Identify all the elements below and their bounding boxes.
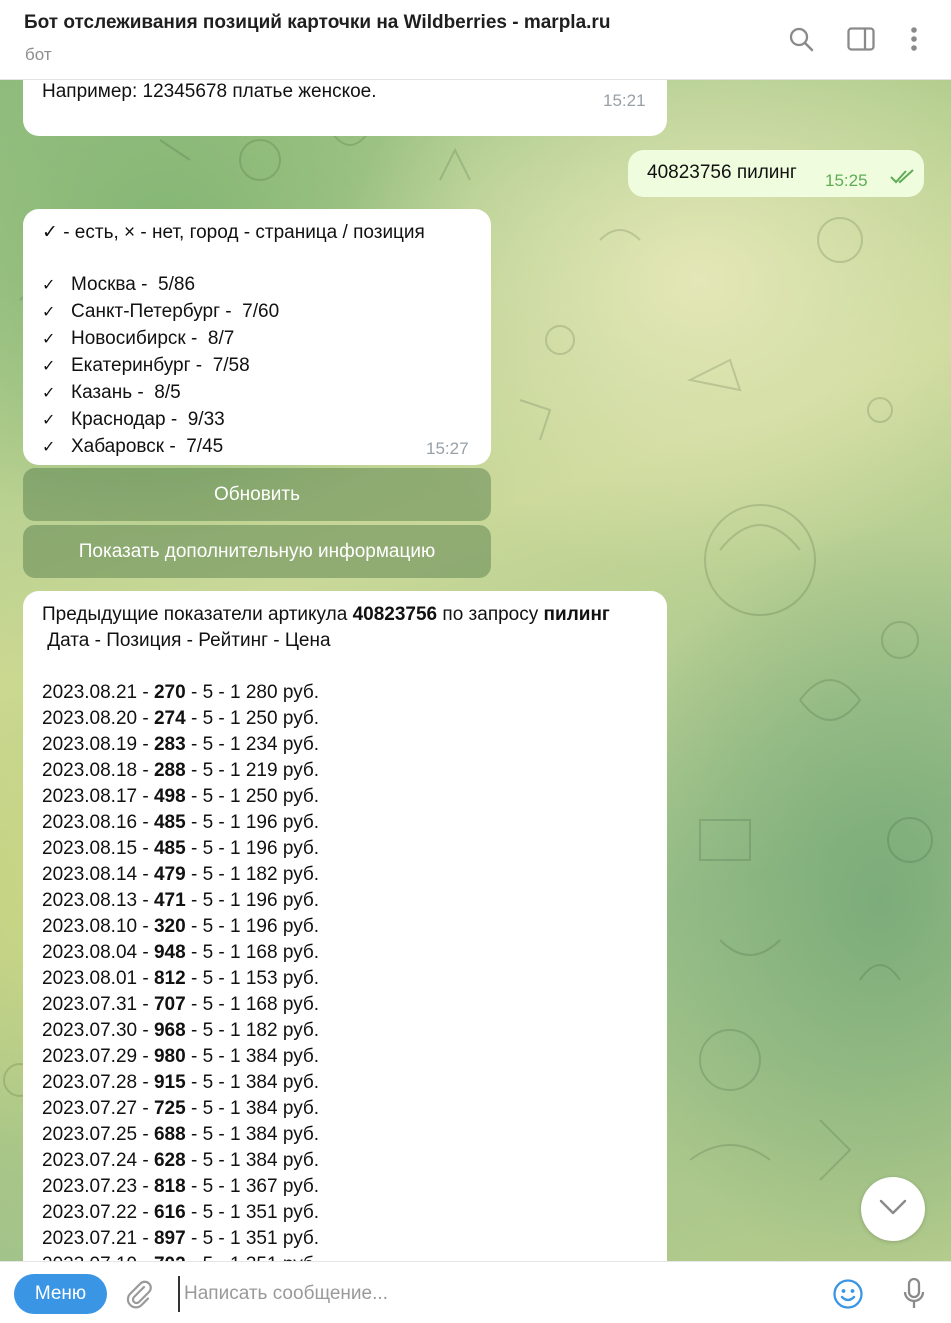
history-separator: - [137,1176,154,1197]
history-date: 2023.08.21 [42,682,138,703]
history-date: 2023.08.17 [42,786,138,807]
history-date: 2023.07.25 [42,1124,138,1145]
message-input[interactable] [178,1276,808,1312]
message-text: Например: 12345678 платье женское. [42,81,377,102]
history-separator: - [137,890,154,911]
history-rating-price: - 5 - 1 250 руб. [185,708,320,729]
message-time: 15:25 [825,171,868,190]
history-position: 725 [153,1098,186,1119]
attach-icon[interactable] [121,1276,157,1312]
city-position: Новосибирск - 8/7 [71,328,235,349]
message-history[interactable] [23,591,667,1291]
history-date: 2023.08.16 [42,812,138,833]
history-separator: - [137,1202,154,1223]
history-rating-price: - 5 - 1 168 руб. [185,994,320,1015]
history-position: 616 [153,1202,186,1223]
message-time: 15:21 [603,91,646,110]
history-date: 2023.08.19 [42,734,138,755]
double-check-icon [890,167,916,193]
history-separator: - [137,1228,154,1249]
history-position: 471 [153,890,186,911]
history-date: 2023.08.14 [42,864,138,885]
check-mark: ✓ [42,331,56,348]
history-row [42,888,319,914]
history-position: 968 [153,1020,186,1041]
city-position: Москва - 5/86 [71,274,196,295]
history-separator: - [137,1124,154,1145]
menu-button[interactable]: Меню [14,1274,107,1314]
history-query: пилинг [543,604,610,625]
history-position: 915 [153,1072,186,1093]
history-position: 897 [153,1228,186,1249]
history-position: 688 [153,1124,186,1145]
history-date: 2023.08.20 [42,708,138,729]
history-row [42,862,319,888]
history-rating-price: - 5 - 1 234 руб. [185,734,320,755]
history-date: 2023.07.24 [42,1150,138,1171]
check-mark: ✓ [42,385,56,402]
history-rating-price: - 5 - 1 219 руб. [185,760,320,781]
history-intro-prefix: Предыдущие показатели артикула [42,604,353,625]
history-rating-price: - 5 - 1 384 руб. [185,1098,320,1119]
city-row [42,272,279,299]
chat-subtitle: бот [25,45,52,64]
chat-header [0,0,951,80]
history-position: 707 [153,994,186,1015]
chevron-down-icon [878,1198,908,1221]
message-text: 40823756 пилинг [647,162,797,183]
history-row [42,758,319,784]
history-row [42,706,319,732]
history-article: 40823756 [352,604,438,625]
history-position: 498 [153,786,186,807]
emoji-icon[interactable] [830,1276,866,1312]
history-row [42,940,319,966]
history-date: 2023.07.30 [42,1020,138,1041]
history-rating-price: - 5 - 1 367 руб. [185,1176,320,1197]
history-row [42,732,319,758]
chat-area[interactable] [0,80,951,1261]
history-row [42,1018,319,1044]
city-position: Краснодар - 9/33 [71,409,225,430]
history-position: 980 [153,1046,186,1067]
history-rating-price: - 5 - 1 168 руб. [185,942,320,963]
history-row [42,914,319,940]
history-separator: - [137,708,154,729]
history-date: 2023.08.01 [42,968,138,989]
history-position: 818 [153,1176,186,1197]
history-columns: Дата - Позиция - Рейтинг - Цена [42,630,331,651]
history-row [42,1174,319,1200]
history-row [42,784,319,810]
history-date: 2023.08.10 [42,916,138,937]
history-separator: - [137,1020,154,1041]
history-separator: - [137,1150,154,1171]
history-separator: - [137,786,154,807]
history-row [42,1200,319,1226]
more-info-button[interactable]: Показать дополнительную информацию [23,525,491,578]
history-rating-price: - 5 - 1 250 руб. [185,786,320,807]
history-position: 628 [153,1150,186,1171]
history-row [42,992,319,1018]
history-date: 2023.07.29 [42,1046,138,1067]
history-row [42,1044,319,1070]
check-mark: ✓ [42,412,56,429]
history-row [42,836,319,862]
city-position: Санкт-Петербург - 7/60 [71,301,280,322]
history-position: 485 [153,838,186,859]
history-separator: - [137,682,154,703]
history-rating-price: - 5 - 1 196 руб. [185,890,320,911]
microphone-icon[interactable] [896,1276,932,1312]
history-rows [42,680,319,1278]
history-date: 2023.07.22 [42,1202,138,1223]
history-date: 2023.08.13 [42,890,138,911]
city-position: Хабаровск - 7/45 [71,436,224,457]
history-position: 479 [153,864,186,885]
history-date: 2023.07.23 [42,1176,138,1197]
history-date: 2023.07.21 [42,1228,138,1249]
more-vertical-icon[interactable] [897,22,931,56]
history-rating-price: - 5 - 1 153 руб. [185,968,320,989]
message-composer [0,1261,951,1323]
scroll-down-button[interactable] [861,1177,925,1241]
message-positions[interactable] [23,209,491,465]
history-rating-price: - 5 - 1 351 руб. [185,1228,320,1249]
history-separator: - [137,916,154,937]
history-position: 274 [153,708,186,729]
history-separator: - [137,1098,154,1119]
history-separator: - [137,812,154,833]
city-row [42,326,279,353]
city-row [42,299,279,326]
refresh-button[interactable]: Обновить [23,468,491,521]
history-rating-price: - 5 - 1 384 руб. [185,1124,320,1145]
history-date: 2023.07.28 [42,1072,138,1093]
history-date: 2023.08.18 [42,760,138,781]
city-position: Екатеринбург - 7/58 [71,355,250,376]
history-row [42,810,319,836]
city-position: Казань - 8/5 [71,382,181,403]
city-list [42,272,279,461]
check-mark: ✓ [42,439,56,456]
history-row [42,1148,319,1174]
check-mark: ✓ [42,304,56,321]
history-separator: - [137,1046,154,1067]
history-position: 812 [153,968,186,989]
positions-legend: ✓ - есть, × - нет, город - страница / позиция [42,222,425,243]
history-position: 288 [153,760,186,781]
history-separator: - [137,942,154,963]
history-row [42,1096,319,1122]
history-date: 2023.08.04 [42,942,138,963]
history-row [42,680,319,706]
history-position: 283 [153,734,186,755]
history-separator: - [137,1072,154,1093]
history-row [42,1070,319,1096]
history-separator: - [137,994,154,1015]
history-rating-price: - 5 - 1 384 руб. [185,1150,320,1171]
history-date: 2023.08.15 [42,838,138,859]
history-rating-price: - 5 - 1 196 руб. [185,838,320,859]
history-rating-price: - 5 - 1 196 руб. [185,916,320,937]
history-position: 320 [153,916,186,937]
history-rating-price: - 5 - 1 280 руб. [185,682,320,703]
history-position: 485 [153,812,186,833]
history-intro-middle: по запросу [437,604,544,625]
history-rating-price: - 5 - 1 384 руб. [185,1072,320,1093]
history-separator: - [137,838,154,859]
history-rating-price: - 5 - 1 182 руб. [185,1020,320,1041]
check-mark: ✓ [42,358,56,375]
history-rating-price: - 5 - 1 182 руб. [185,864,320,885]
history-row [42,966,319,992]
history-separator: - [137,864,154,885]
history-separator: - [137,760,154,781]
history-rating-price: - 5 - 1 384 руб. [185,1046,320,1067]
city-row [42,353,279,380]
history-date: 2023.07.27 [42,1098,138,1119]
city-row [42,407,279,434]
history-date: 2023.07.31 [42,994,138,1015]
history-row [42,1226,319,1252]
city-row [42,434,279,461]
history-rating-price: - 5 - 1 196 руб. [185,812,320,833]
history-rating-price: - 5 - 1 351 руб. [185,1202,320,1223]
history-intro [42,602,610,628]
history-position: 270 [153,682,186,703]
sidebar-toggle-icon[interactable] [844,22,878,56]
check-mark: ✓ [42,277,56,294]
history-position: 948 [153,942,186,963]
history-row [42,1122,319,1148]
message-time: 15:27 [426,439,469,458]
history-separator: - [137,734,154,755]
message-outgoing[interactable] [628,150,924,197]
city-row [42,380,279,407]
search-icon[interactable] [784,22,818,56]
chat-title[interactable]: Бот отслеживания позиций карточки на Wildberries - marpla.ru [24,12,611,33]
history-separator: - [137,968,154,989]
